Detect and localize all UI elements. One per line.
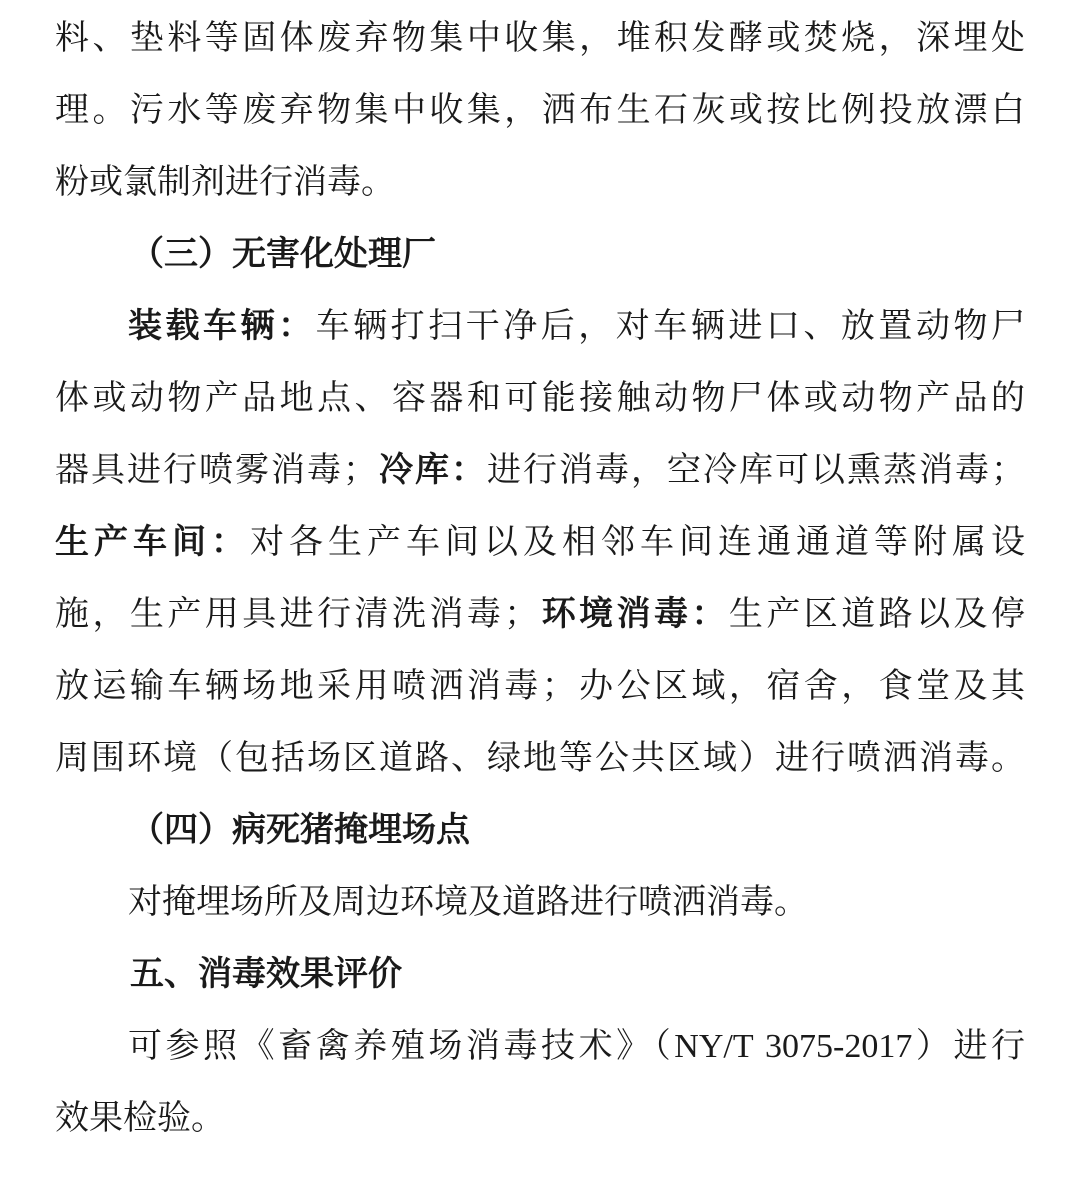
line-text: 理。污水等废弃物集中收集，洒布生石灰或按比例投放漂白 bbox=[55, 90, 1025, 130]
heading-text: （三）无害化处理厂 bbox=[130, 234, 436, 274]
line-text: 对各生产车间以及相邻车间连通通道等附属设 bbox=[250, 522, 1025, 562]
line-text: 料、垫料等固体废弃物集中收集，堆积发酵或焚烧，深埋处 bbox=[55, 18, 1025, 58]
paragraph-line bbox=[55, 74, 1025, 146]
line-text: 放运输车辆场地采用喷洒消毒；办公区域，宿舍，食堂及其 bbox=[55, 666, 1025, 706]
paragraph-line bbox=[128, 866, 1025, 938]
paragraph-line bbox=[55, 722, 1025, 794]
standard-code: NY/T 3075-2017 bbox=[674, 1028, 913, 1065]
paragraph-line bbox=[55, 146, 1025, 218]
line-text: 进行消毒，空冷库可以熏蒸消毒； bbox=[487, 450, 1025, 490]
section-heading bbox=[130, 218, 1025, 290]
line-text: 器具进行喷雾消毒； bbox=[55, 450, 377, 490]
line-text: 周围环境（包括场区道路、绿地等公共区域）进行喷洒消毒。 bbox=[55, 738, 1025, 778]
line-text: 效果检验。 bbox=[55, 1098, 225, 1138]
bold-term: 冷库： bbox=[377, 450, 487, 490]
paragraph-line bbox=[55, 506, 1025, 578]
paragraph-line bbox=[128, 1010, 1025, 1082]
bold-term: 生产车间： bbox=[55, 522, 250, 562]
paragraph-line bbox=[55, 434, 1025, 506]
line-text: 对掩埋场所及周边环境及道路进行喷洒消毒。 bbox=[128, 882, 808, 922]
line-text: 粉或氯制剂进行消毒。 bbox=[55, 162, 395, 202]
line-text: ）进行 bbox=[912, 1026, 1025, 1066]
paragraph-line bbox=[55, 578, 1025, 650]
paragraph-line bbox=[55, 2, 1025, 74]
line-text: 车辆打扫干净后，对车辆进口、放置动物尸 bbox=[315, 306, 1025, 346]
chapter-heading bbox=[130, 938, 1025, 1010]
bold-term: 装载车辆： bbox=[128, 306, 316, 346]
paragraph-line bbox=[128, 290, 1025, 362]
paragraph-line bbox=[55, 362, 1025, 434]
paragraph-line bbox=[55, 1082, 1025, 1154]
heading-text: 五、消毒效果评价 bbox=[130, 954, 402, 994]
heading-text: （四）病死猪掩埋场点 bbox=[130, 810, 470, 850]
line-text: 可参照《畜禽养殖场消毒技术》（ bbox=[128, 1026, 675, 1066]
bold-term: 环境消毒： bbox=[538, 594, 729, 634]
line-text: 体或动物产品地点、容器和可能接触动物尸体或动物产品的 bbox=[55, 378, 1025, 418]
line-text: 生产区道路以及停 bbox=[728, 594, 1025, 634]
paragraph-line bbox=[55, 650, 1025, 722]
section-heading bbox=[130, 794, 1025, 866]
line-text: 施，生产用具进行清洗消毒； bbox=[55, 594, 539, 634]
